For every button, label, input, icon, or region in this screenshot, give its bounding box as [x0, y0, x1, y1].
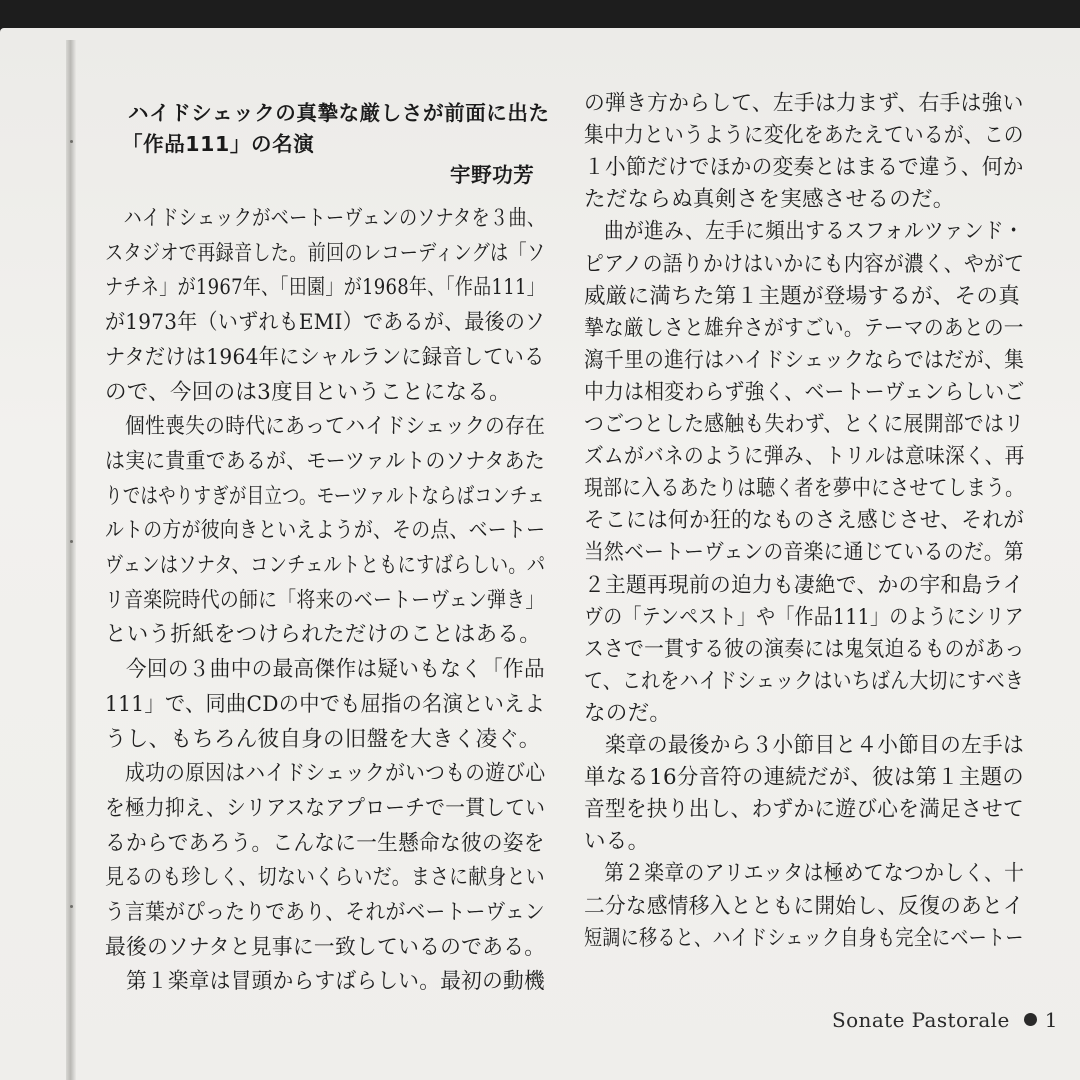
text-line: の弾き方からして、左手は力まず、右手は強い: [584, 91, 1024, 116]
text-line: １小節だけでほかの変奏とはまるで違う、何か: [584, 155, 1024, 181]
page-footer: [832, 1008, 1058, 1032]
bullet-icon: [1024, 1013, 1037, 1026]
text-line: スタジオで再録音した。前回のレコーディングは「ソ: [105, 240, 546, 266]
text-line: 音型を抉り出し、わずかに遊び心を満足させて: [584, 797, 1024, 823]
text-line: ヴェンはソナタ、コンチェルトともにすばらしい。パ: [105, 553, 546, 578]
text-line: リ音楽院時代の師に「将来のベートーヴェン弾き」: [105, 587, 545, 613]
booklet-spine: [66, 40, 76, 1080]
text-line: 当然ベートーヴェンの音楽に通じているのだ。第: [584, 540, 1024, 566]
text-line: 威厳に満ちた第１主題が登場するが、その真: [584, 283, 1021, 309]
text-line: なのだ。: [584, 700, 672, 726]
text-line: という折紙をつけられただけのことはある。: [105, 622, 542, 648]
text-line: スさで一貫する彼の演奏には鬼気迫るものがあっ: [584, 636, 1025, 662]
text-line: 見るのも珍しく、切ないくらいだ。まさに献身とい: [105, 865, 545, 891]
text-line: 第１楽章は冒頭からすばらしい。最初の動機: [105, 969, 545, 995]
text-line: 個性喪失の時代にあってハイドシェックの存在: [105, 414, 546, 440]
text-line: 最後のソナタと見事に一致しているのである。: [105, 934, 546, 960]
text-line: 第２楽章のアリエッタは極めてなつかしく、十: [584, 861, 1025, 887]
page-number: 1: [1044, 1008, 1058, 1032]
text-line: 今回の３曲中の最高傑作は疑いもなく「作品: [105, 657, 545, 683]
text-line: ナチネ」が1967年、「田園」が1968年、「作品111」: [105, 275, 546, 301]
text-line: いる。: [584, 829, 650, 855]
text-line: 単なる16分音符の連続だが、彼は第１主題の: [584, 765, 1024, 791]
text-line: ナタだけは1964年にシャルランに録音している: [105, 344, 545, 370]
article-title-line2: 「作品111」の名演: [122, 132, 315, 156]
staple-mark: [70, 905, 73, 908]
text-line: 短調に移ると、ハイドシェック自身も完全にベートー: [584, 925, 1024, 951]
text-line: 二分な感情移入とともに開始し、反復のあとイ: [584, 893, 1024, 919]
article-title-line1: ハイドシェックの真摯な厳しさが前面に出た: [128, 101, 550, 125]
text-line: 瀉千里の進行はハイドシェックならではだが、集: [584, 347, 1025, 373]
text-line: ただならぬ真剣さを実感させるのだ。: [584, 187, 955, 213]
staple-mark: [70, 540, 73, 543]
text-line: 楽章の最後から３小節目と４小節目の左手は: [584, 733, 1024, 758]
text-line: うし、もちろん彼自身の旧盤を大きく凌ぐ。: [105, 726, 541, 752]
text-line: 摯な厳しさと雄弁さがすごい。テーマのあとの一: [584, 315, 1024, 341]
text-line: 曲が進み、左手に頻出するスフォルツァンド・: [584, 219, 1024, 245]
text-line: りではやりすぎが目立つ。モーツァルトならばコンチェ: [105, 483, 545, 509]
text-line: ２主題再現前の迫力も凄絶で、かの宇和島ライ: [584, 572, 1024, 598]
text-line: 中力は相変わらず強く、ベートーヴェンらしいご: [584, 379, 1025, 405]
text-line: て、これをハイドシェックはいちばん大切にすべき: [584, 668, 1025, 694]
text-line: つごつとした感触も失わず、とくに展開部ではリ: [584, 412, 1025, 437]
footer-title: Sonate Pastorale: [832, 1008, 1010, 1032]
text-line: ピアノの語りかけはいかにも内容が濃く、やがて: [584, 251, 1025, 277]
text-line: 現部に入るあたりは聴く者を夢中にさせてしまう。: [584, 476, 1025, 502]
text-line: ルトの方が彼向きといえようが、その点、ベートー: [105, 518, 546, 544]
text-line: は実に貴重であるが、モーツァルトのソナタあた: [105, 448, 545, 474]
article-author: 宇野功芳: [450, 163, 535, 187]
text-line: るからであろう。こんなに一生懸命な彼の姿を: [105, 830, 545, 856]
text-line: が1973年（いずれもEMI）であるが、最後のソ: [105, 310, 546, 336]
text-line: う言葉がぴったりであり、それがベートーヴェン: [105, 900, 545, 925]
text-line: を極力抑え、シリアスなアプローチで一貫してい: [105, 795, 546, 821]
text-line: ので、今回のは3度目ということになる。: [105, 379, 511, 405]
text-line: 集中力というように変化をあたえているが、この: [584, 123, 1024, 149]
staple-mark: [70, 140, 73, 143]
text-line: 成功の原因はハイドシェックがいつもの遊び心: [105, 761, 546, 787]
text-line: 111」で、同曲CDの中でも屈指の名演といえよ: [105, 691, 546, 717]
text-line: ヴの「テンペスト」や「作品111」のようにシリア: [584, 604, 1024, 630]
text-line: ハイドシェックがベートーヴェンのソナタを３曲、: [105, 206, 546, 231]
text-line: ズムがバネのように弾み、トリルは意味深く、再: [584, 444, 1025, 470]
text-line: そこには何か狂的なものさえ感じさせ、それが: [584, 508, 1025, 534]
